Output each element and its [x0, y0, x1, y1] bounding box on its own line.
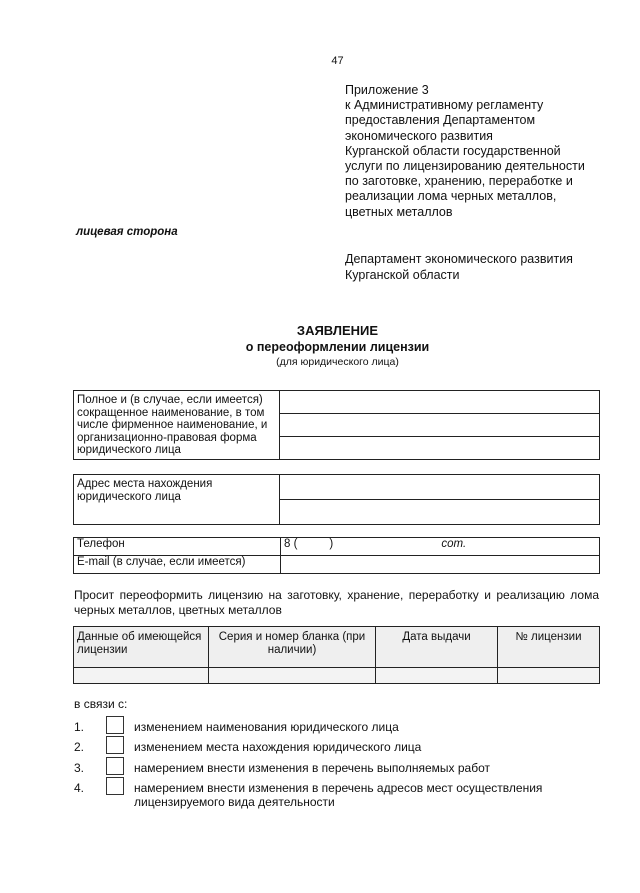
- address-field-line-1[interactable]: [280, 475, 600, 500]
- license-table: [73, 626, 600, 684]
- address-table: [73, 474, 600, 525]
- license-cell-number[interactable]: [498, 668, 600, 684]
- mobile-label: сот.: [441, 538, 467, 550]
- appendix-line: экономического развития: [345, 128, 493, 143]
- page-number: 47: [331, 55, 344, 67]
- option-text: намерением внести изменения в перечень выполняемых работ: [134, 761, 490, 775]
- option-item: [74, 781, 594, 811]
- full-name-field-line-2[interactable]: [280, 414, 600, 437]
- contact-table: [73, 537, 600, 574]
- appendix-line: Курганской области государственной: [345, 143, 561, 158]
- in-connection-label: в связи с:: [74, 697, 128, 711]
- document-subtitle: о переоформлении лицензии: [245, 340, 430, 354]
- appendix-line: по заготовке, хранению, переработке и: [345, 174, 573, 189]
- appendix-line: услуги по лицензированию деятельности: [345, 159, 585, 174]
- address-label: Адрес места нахождения юридического лица: [74, 475, 280, 525]
- license-header-number: № лицензии: [498, 627, 600, 668]
- option-item: [74, 720, 594, 736]
- appendix-line: предоставления Департаментом: [345, 113, 536, 128]
- option-checkbox[interactable]: [106, 736, 124, 754]
- document-title: ЗАЯВЛЕНИЕ: [296, 323, 379, 338]
- email-field[interactable]: [281, 556, 600, 574]
- license-header-series: Серия и номер бланка (при наличии): [209, 627, 376, 668]
- option-number: 2.: [74, 740, 85, 754]
- appendix-line: реализации лома черных металлов,: [345, 189, 557, 204]
- appendix-line: к Административному регламенту: [345, 98, 544, 113]
- addressee-line: Курганской области: [345, 267, 460, 282]
- addressee: [345, 252, 573, 283]
- phone-field[interactable]: [281, 538, 600, 556]
- addressee-line: Департамент экономического развития: [345, 252, 573, 266]
- license-cell-date[interactable]: [376, 668, 498, 684]
- full-name-field-line-1[interactable]: [280, 391, 600, 414]
- license-cell-series[interactable]: [209, 668, 376, 684]
- option-item: [74, 761, 594, 777]
- license-cell-existing[interactable]: [74, 668, 209, 684]
- option-number: 4.: [74, 781, 85, 795]
- license-header-date: Дата выдачи: [376, 627, 498, 668]
- option-text: изменением места нахождения юридического лица: [134, 740, 422, 754]
- option-checkbox[interactable]: [106, 777, 124, 795]
- option-text: намерением внести изменения в перечень адресов мест осуществления лицензируемого вида деятельности: [134, 781, 543, 809]
- option-checkbox[interactable]: [106, 757, 124, 775]
- appendix-line: Приложение 3: [345, 83, 429, 97]
- address-field-line-2[interactable]: [280, 500, 600, 525]
- full-name-field-line-3[interactable]: [280, 437, 600, 460]
- option-checkbox[interactable]: [106, 716, 124, 734]
- option-text: изменением наименования юридического лица: [134, 720, 399, 734]
- full-name-label: Полное и (в случае, если имеется) сокращенное наименование, в том числе фирменное наименование, и организационно-правовая форма юридического лица: [74, 391, 280, 460]
- phone-prefix: 8 ( ): [284, 538, 334, 550]
- document-subnote: (для юридического лица): [276, 356, 399, 368]
- front-side-label: лицевая сторона: [76, 226, 178, 238]
- license-header-existing: Данные об имеющейся лицензии: [74, 627, 209, 668]
- option-number: 3.: [74, 761, 85, 775]
- option-item: [74, 740, 594, 756]
- email-label: E-mail (в случае, если имеется): [74, 556, 281, 574]
- request-text: Просит переоформить лицензию на заготовку, хранение, переработку и реализацию лома черных металлов, цветных металлов: [74, 588, 599, 617]
- appendix-line: цветных металлов: [345, 204, 453, 219]
- appendix-header: [345, 83, 615, 220]
- option-number: 1.: [74, 720, 85, 734]
- phone-label: Телефон: [74, 538, 281, 556]
- full-name-table: [73, 390, 600, 460]
